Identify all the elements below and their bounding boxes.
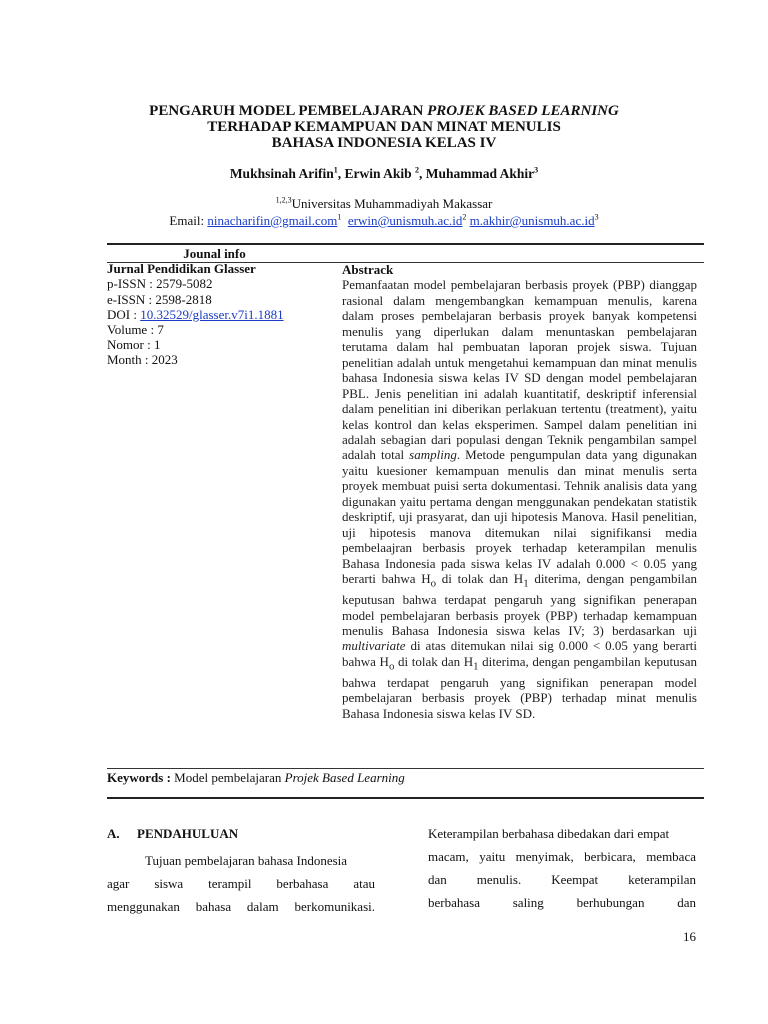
title-line-3: BAHASA INDONESIA KELAS IV <box>271 135 497 151</box>
paper-title <box>0 103 768 151</box>
email-link[interactable]: erwin@unismuh.ac.id <box>347 213 463 228</box>
email-line: Email: ninacharifin@gmail.com$^1$ $erwin@unismuh.ac.id^2$ $m.akhir@unismuh.ac.id^3$ <box>169 212 599 228</box>
author-sup: 1 <box>333 165 338 175</box>
affiliation: $^{1,2,3}$Universitas Muhammadiyah Makassar <box>275 195 493 211</box>
author-sup: 2 <box>415 165 420 175</box>
journal-info-heading: Jounal info <box>183 246 246 261</box>
keywords-label: Keywords : <box>107 770 175 785</box>
abstract-heading: Abstrack <box>342 262 394 277</box>
keywords-top-rule <box>107 768 704 769</box>
intro-right-column: Keterampilan berbahasa dibedakan dari empat macam, yaitu menyimak, berbicara, membaca dan menulis. Keempat keterampilan berbahasa saling berhubungan dan <box>428 826 696 910</box>
keywords: Keywords : Model pembelajaran Projek Based Learning <box>107 770 405 785</box>
author-list: Mukhsinah Arifin$^1$, Erwin Akib $^2$, Muhammad Akhir$^3$ <box>229 165 539 181</box>
title-line-2: TERHADAP KEMAMPUAN DAN MINAT MENULIS <box>207 119 561 135</box>
journal-info <box>107 246 322 368</box>
abstract-body: Pemanfaatan model pembelajaran berbasis proyek (PBP) dianggap rasional dalam mengembangkan kemampuan menulis, karena dalam proses pembelajaran berbasis proyek banyak kompetensi menulis yang diperlukan dalam menuntaskan pembelajaran terutama dalam hal pembuatan laporan projek siswa. Tujuan penelitian adalah untuk mengetahui kemampuan dan minat menulis bahasa Indonesia siswa kelas IV SD dengan model pembelajaran PBL. Jenis penelitian ini adalah kuantitatif, deskriptif inferensial dalam penelitian ini diberikan perlakuan tertentu (treatment), yaitu kelas kontrol dan kelas eksperimen. Sampel dalam penelitian ini adalah sebagian dari populasi dengan Teknik pengambilan sampel adalah total sampling. Metode pengumpulan data yang digunakan yaitu kuesioner kemampuan menulis dan minat menulis serta proyek membuat puisi serta dokumentasi. Tehnik analisis data yang digunakan yaitu pertama dengan menggunakan pendekatan statistik deskriptif, uji prasyarat, dan uji hipotesis Manova. Hasil penelitian, uji hipotesis manova ditemukan nilai signifikansi media pembelaajran berbasis proyek terhadap keterampilan menulis Bahasa Indonesia pada siswa kelas IV adalah 0.000 < 0.05 yang berarti bahwa $H_o$ di tolak dan $H_1$ diterima, dengan pengambilan keputusan bahwa terdapat pengaruh yang signifikan penerapan model pembelajaran berbasis proyek (PBP) terhadap kemampuan menulis Bahasa Indonesia siswa kelas IV; 3) berdasarkan uji multivariate di atas ditemukan nilai sig 0.000 < 0.05 yang berarti bahwa $H_o$ di tolak dan $H_1$ diterima, dengan pengambilan keputusan bahwa terdapat pengaruh yang signifikan penerapan model pembelajaran berbasis proyek (PBP) terhadap minat menulis Bahasa Indonesia siswa kelas IV SD. <box>342 277 697 721</box>
keywords-bottom-rule <box>107 797 704 799</box>
top-rule <box>107 243 704 245</box>
title-line-1: PENGARUH MODEL PEMBELAJARAN PROJEK BASED LEARNING <box>149 103 619 119</box>
doi: DOI : 10.32529/glasser.v7i1.1881 <box>107 306 284 322</box>
abstract <box>342 262 697 721</box>
p-issn: p-ISSN : 2579-5082 <box>107 276 213 292</box>
author-name: Erwin Akib <box>344 166 416 181</box>
e-issn: e-ISSN : 2598-2818 <box>107 291 212 307</box>
volume: Volume : 7 <box>107 322 164 338</box>
month: Month : 2023 <box>107 352 178 368</box>
journal-name: Jurnal Pendidikan Glasser <box>107 261 256 277</box>
title-italic: PROJEK BASED LEARNING <box>427 103 619 119</box>
intro-left-column: A. PENDAHULUAN Tujuan pembelajaran bahasa Indonesia agar siswa terampil berbahasa atau menggunakan bahasa dalam berkomunikasi. <box>107 822 375 918</box>
doi-link[interactable]: 10.32529/glasser.v7i1.1881 <box>140 306 284 322</box>
author-name: Mukhsinah Arifin <box>229 166 334 181</box>
author-sup: 3 <box>534 165 539 175</box>
issue-number: Nomor : 1 <box>107 337 161 353</box>
email-link[interactable]: m.akhir@unismuh.ac.id <box>469 213 595 228</box>
author-name: Muhammad Akhir <box>425 166 535 181</box>
email-link[interactable]: ninacharifin@gmail.com <box>207 213 338 228</box>
page-number: 16 <box>683 929 696 944</box>
section-heading: A. PENDAHULUAN <box>107 826 239 841</box>
